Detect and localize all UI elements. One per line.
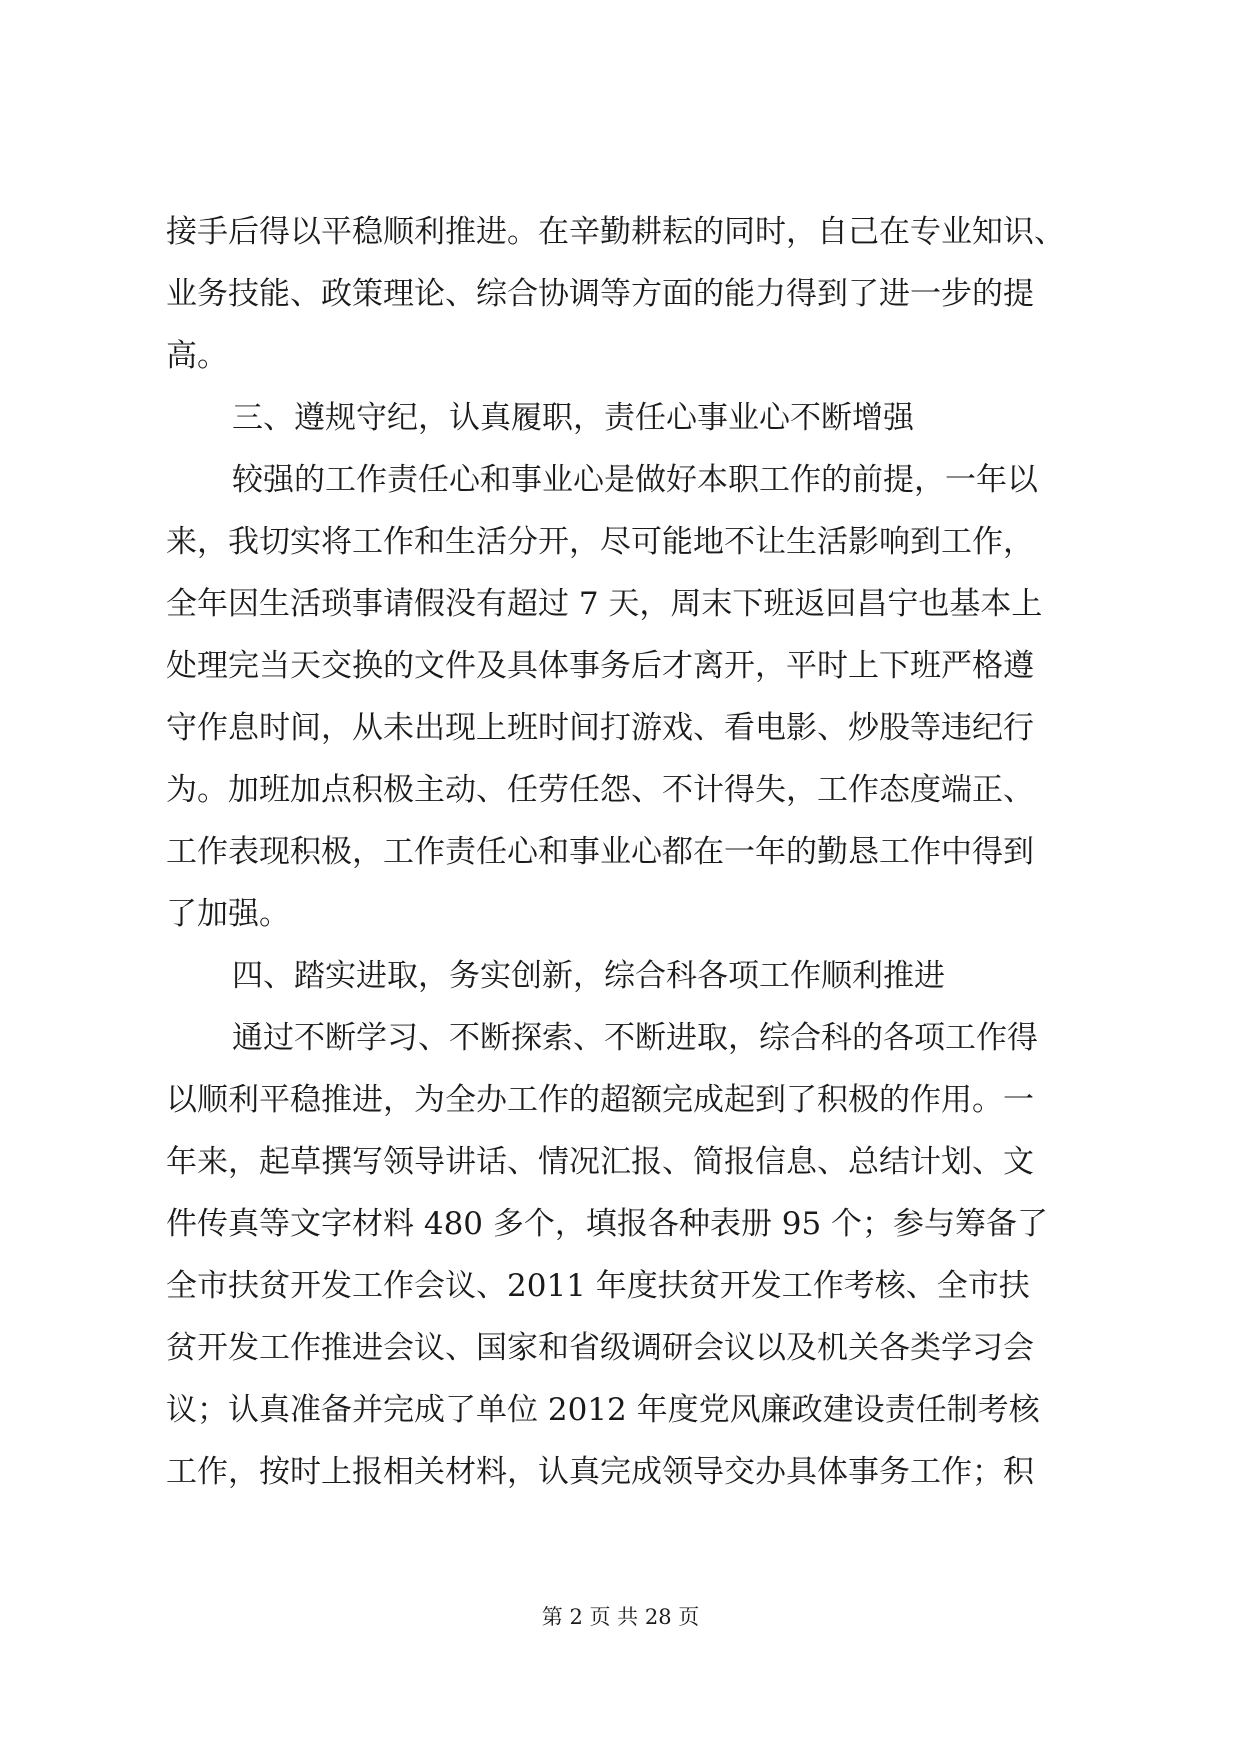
text-line: 议；认真准备并完成了单位 2012 年度党风廉政建设责任制考核: [166, 1392, 1040, 1428]
text-line: 贫开发工作推进会议、国家和省级调研会议以及机关各类学习会: [166, 1330, 1034, 1366]
page-number-footer: 第 2 页 共 28 页: [541, 1605, 700, 1629]
text-line: 了加强。: [166, 896, 290, 932]
text-line: 来，我切实将工作和生活分开，尽可能地不让生活影响到工作，: [166, 524, 1034, 560]
text-line: 接手后得以平稳顺利推进。在辛勤耕耘的同时，自己在专业知识、: [166, 214, 1065, 250]
text-line: 工作表现积极，工作责任心和事业心都在一年的勤恳工作中得到: [166, 834, 1034, 870]
text-line: 较强的工作责任心和事业心是做好本职工作的前提，一年以: [232, 462, 1038, 498]
text-line: 全年因生活琐事请假没有超过 7 天，周末下班返回昌宁也基本上: [166, 586, 1043, 622]
text-line: 业务技能、政策理论、综合协调等方面的能力得到了进一步的提: [166, 276, 1034, 312]
text-line: 为。加班加点积极主动、任劳任怨、不计得失，工作态度端正、: [166, 772, 1034, 808]
section-heading: 三、遵规守纪，认真履职，责任心事业心不断增强: [232, 400, 914, 436]
text-line: 高。: [166, 338, 228, 374]
text-line: 工作，按时上报相关材料，认真完成领导交办具体事务工作；积: [166, 1454, 1034, 1490]
text-line: 守作息时间，从未出现上班时间打游戏、看电影、炒股等违纪行: [166, 710, 1034, 746]
text-line: 处理完当天交换的文件及具体事务后才离开，平时上下班严格遵: [166, 648, 1034, 684]
text-line: 以顺利平稳推进，为全办工作的超额完成起到了积极的作用。一: [166, 1082, 1034, 1118]
text-line: 通过不断学习、不断探索、不断进取，综合科的各项工作得: [232, 1020, 1038, 1056]
text-line: 件传真等文字材料 480 多个，填报各种表册 95 个；参与筹备了: [166, 1206, 1049, 1242]
text-line: 年来，起草撰写领导讲话、情况汇报、简报信息、总结计划、文: [166, 1144, 1034, 1180]
section-heading: 四、踏实进取，务实创新，综合科各项工作顺利推进: [232, 958, 945, 994]
text-line: 全市扶贫开发工作会议、2011 年度扶贫开发工作考核、全市扶: [166, 1268, 1030, 1304]
